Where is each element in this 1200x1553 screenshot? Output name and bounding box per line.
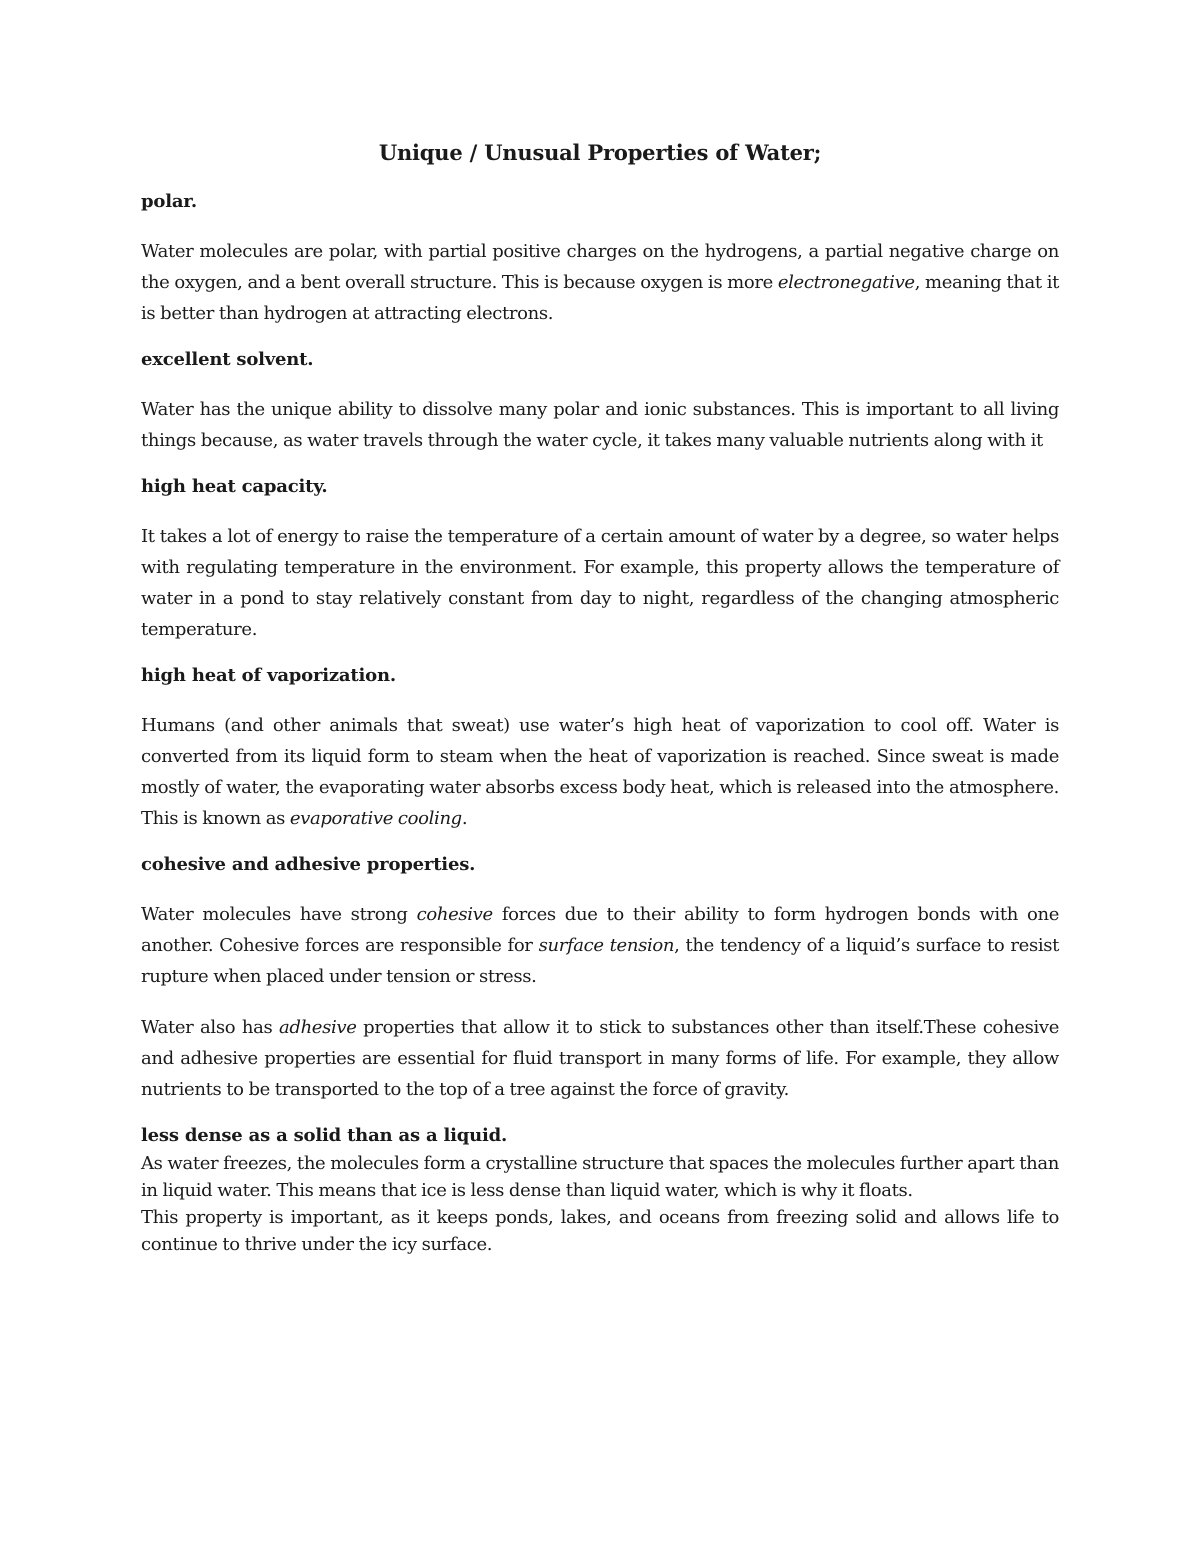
paragraph-polar <box>141 236 1059 329</box>
section-heading-polar: polar. <box>141 191 197 212</box>
paragraph-solvent: Water has the unique ability to dissolve many polar and ionic substances. This is important to all living things because, as water travels through the water cycle, it takes many valuable nutrients along with it <box>141 399 1059 451</box>
text-run: Water molecules have strong <box>141 904 417 925</box>
italic-term-electronegative: electronegative <box>777 272 915 293</box>
section-heading-cohesion: cohesive and adhesive properties. <box>141 854 476 875</box>
text-run: , meaning that it is better than hydrogen at attracting electrons. <box>141 272 1059 324</box>
section-heading-heat-capacity: high heat capacity. <box>141 476 328 497</box>
document-title: Unique / Unusual Properties of Water; <box>378 140 822 165</box>
section-heading-vaporization: high heat of vaporization. <box>141 665 396 686</box>
text-run: properties that allow it to stick to substances other than itself.These cohesive and adhesive properties are essential for fluid transport in many forms of life. For example, they allow nutrients to be transported to the top of a tree against the force of gravity. <box>141 1017 1060 1100</box>
text-run: Water also has <box>141 1017 280 1038</box>
text-run: forces due to their ability to form hydrogen bonds with one another. Cohesive forces are responsible for <box>141 904 1059 956</box>
paragraph-density-1: As water freezes, the molecules form a crystalline structure that spaces the molecules further apart than in liquid water. This means that ice is less dense than liquid water, which is why it floats. <box>141 1153 1059 1201</box>
text-run: Water molecules are polar, with partial positive charges on the hydrogens, a partial negative charge on the oxygen, and a bent overall structure. This is because oxygen is more <box>141 241 1059 293</box>
paragraph-adhesion <box>141 1012 1059 1105</box>
section-heading-density: less dense as a solid than as a liquid. <box>141 1125 508 1146</box>
italic-term-surface-tension: surface tension <box>538 935 675 956</box>
document-page <box>141 140 1059 1258</box>
paragraph-vaporization <box>141 710 1059 834</box>
italic-term-adhesive: adhesive <box>279 1017 357 1038</box>
section-heading-solvent: excellent solvent. <box>141 349 314 370</box>
text-run: , the tendency of a liquid’s surface to resist rupture when placed under tension or stress. <box>141 935 1060 987</box>
paragraph-heat-capacity: It takes a lot of energy to raise the temperature of a certain amount of water by a degree, so water helps with regulating temperature in the environment. For example, this property allows the temperature of water in a pond to stay relatively constant from day to night, regardless of the changing atmospheric temperature. <box>141 526 1059 640</box>
italic-term-cohesive: cohesive <box>416 904 493 925</box>
text-run: Humans (and other animals that sweat) use water’s high heat of vaporization to cool off. Water is converted from its liquid form to steam when the heat of vaporization is reached. Since sweat is made mostly of water, the evaporating water absorbs excess body heat, which is released into the atmosphere. This is known as <box>141 715 1059 829</box>
italic-term-evaporative-cooling: evaporative cooling <box>289 808 462 829</box>
paragraph-cohesion <box>141 899 1059 992</box>
text-run: . <box>461 808 468 829</box>
paragraph-density-2: This property is important, as it keeps ponds, lakes, and oceans from freezing solid and allows life to continue to thrive under the icy surface. <box>141 1207 1059 1255</box>
